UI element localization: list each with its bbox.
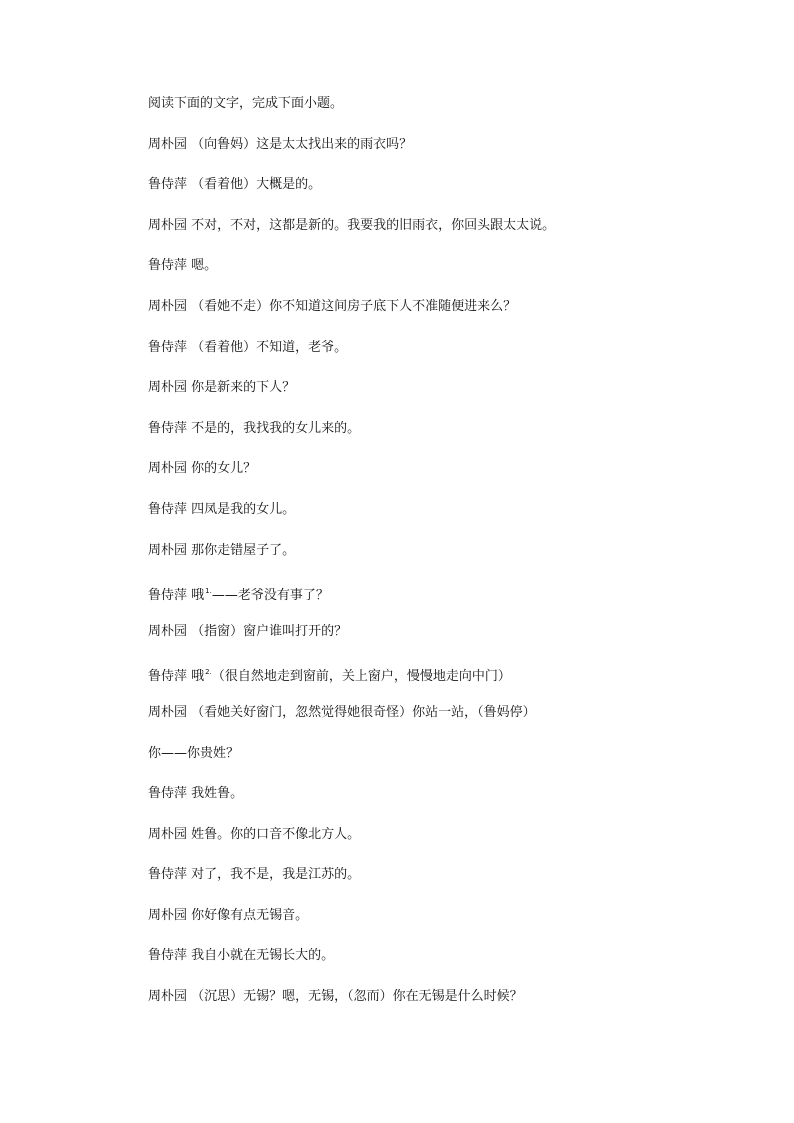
dialogue-line: 鲁侍萍 对了，我不是，我是江苏的。	[148, 867, 361, 883]
dialogue-line: 鲁侍萍 四凤是我的女儿。	[148, 501, 296, 517]
dialogue-line: 鲁侍萍 我姓鲁。	[148, 786, 244, 802]
dialogue-line-continuation: 你——你贵姓？	[148, 745, 240, 761]
footnote-marker: 2.	[205, 668, 212, 677]
dialogue-line: 周朴园 （指窗）窗户谁叫打开的？	[148, 623, 348, 639]
dialogue-line: 周朴园 不对，不对，这都是新的。我要我的旧雨衣，你回头跟太太说。	[148, 217, 556, 233]
footnote-marker: 1.	[205, 587, 212, 596]
dialogue-line: 周朴园 （看她不走）你不知道这间房子底下人不准随便进来么？	[148, 298, 517, 314]
line-text: 鲁侍萍 哦	[148, 669, 205, 685]
dialogue-line: 鲁侍萍 不是的，我找我的女儿来的。	[148, 420, 361, 436]
dialogue-line: 周朴园 你的女儿？	[148, 461, 257, 477]
instruction-line: 阅读下面的文字，完成下面小题。	[148, 96, 344, 111]
dialogue-line: 鲁侍萍 （看着他）不知道，老爷。	[148, 339, 348, 355]
dialogue-line: 周朴园 你好像有点无锡音。	[148, 907, 309, 923]
dialogue-line: 周朴园 （沉思）无锡？嗯，无锡，（忽而）你在无锡是什么时候？	[148, 989, 523, 1005]
dialogue-line: 周朴园 那你走错屋子了。	[148, 542, 296, 558]
document-body	[148, 94, 668, 1028]
dialogue-line: 周朴园 姓鲁。你的口音不像北方人。	[148, 826, 361, 842]
dialogue-line-footnoted	[148, 581, 668, 622]
line-text: 鲁侍萍 哦	[148, 588, 205, 604]
line-text: （很自然地走到窗前，关上窗户，慢慢地走向中门）	[211, 669, 511, 685]
dialogue-line: 鲁侍萍 嗯。	[148, 258, 218, 274]
dialogue-line: 周朴园 （看她关好窗门，忽然觉得她很奇怪）你站一站，（鲁妈停）	[148, 704, 536, 720]
dialogue-line: 周朴园 你是新来的下人？	[148, 380, 296, 396]
dialogue-line: 鲁侍萍 （看着他）大概是的。	[148, 177, 322, 193]
dialogue-line: 周朴园 （向鲁妈）这是太太找出来的雨衣吗？	[148, 136, 413, 152]
dialogue-line: 鲁侍萍 我自小就在无锡长大的。	[148, 948, 335, 964]
line-text: ——老爷没有事了？	[211, 588, 329, 604]
dialogue-line-footnoted	[148, 662, 668, 703]
